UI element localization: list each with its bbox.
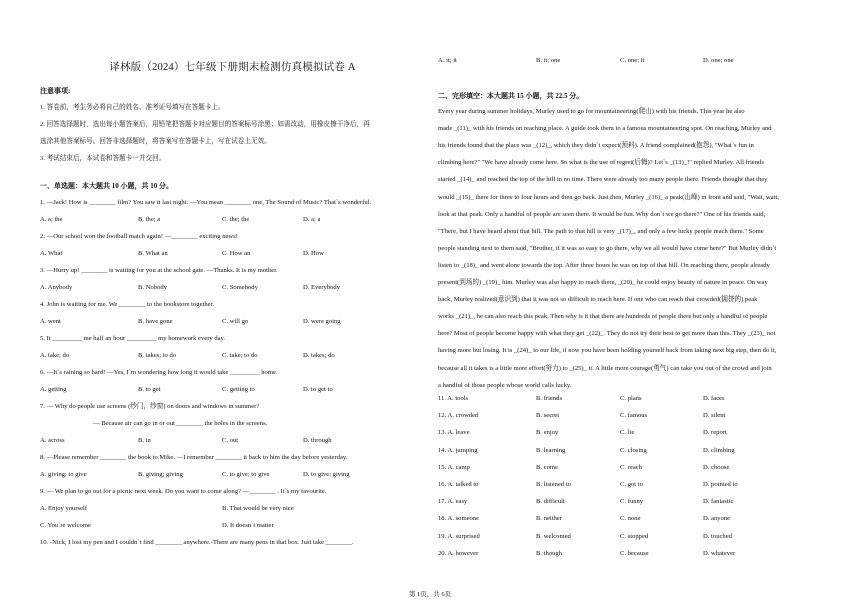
option: 13. A. leave bbox=[438, 429, 470, 437]
option: C. one; it bbox=[620, 57, 645, 64]
option: D. through bbox=[303, 437, 332, 444]
option: 18. A. someone bbox=[438, 515, 480, 523]
question-stem: 8. —Please remember ________ the book to Mike. —I remember ________ it back to him the day before yesterday. bbox=[40, 454, 348, 461]
option: C. out bbox=[222, 437, 239, 444]
passage-line: "There, but I have heard about that hill. The path to that hill is very _(17)_, and only a few lucky people reach there." Some bbox=[438, 227, 764, 235]
option: 11. A. tools bbox=[438, 395, 469, 402]
option: B. listened to bbox=[536, 481, 571, 488]
option: D. fantastic bbox=[703, 498, 734, 506]
option: B. That would be very nice bbox=[222, 505, 294, 512]
passage-line: people standing next to them said, "Brother, if it was so easy to go there, why we all would have come here?" But Murley didn`t bbox=[438, 244, 777, 252]
notice-item: 1. 答卷前，考生务必将自己的姓名、准考证号填写在答题卡上。 bbox=[40, 104, 225, 111]
notice-heading: 注意事项: bbox=[40, 87, 71, 95]
question-stem: 5. It _________ me half an hour _________ my homework every day. bbox=[40, 335, 226, 342]
option: B. to get bbox=[138, 386, 161, 393]
passage-line: back, Murley realized(意识到) that it was not so difficult to reach here. If one who can reach that crowded(拥挤的) peak bbox=[438, 296, 758, 304]
option: D. Everybody bbox=[303, 284, 340, 291]
option: 14. A. jumping bbox=[438, 446, 478, 454]
section2-heading: 二、完形填空：本大题共 15 小题，共 22.5 分。 bbox=[438, 92, 584, 100]
option: C. How an bbox=[222, 250, 251, 257]
option: B. enjoy bbox=[536, 429, 559, 437]
option: D. report bbox=[703, 429, 727, 437]
option: B. come bbox=[536, 463, 558, 471]
page-footer: 第 1页，共 6页 bbox=[408, 591, 452, 598]
option: C. to give; to give bbox=[222, 471, 270, 478]
passage-line: would _(15)_ there for three to four hours and then go back. Just then, Murley _(16)_ a peak(山峰) in front and said, "Wait, wait, bbox=[438, 193, 779, 201]
option: A. What bbox=[40, 250, 63, 257]
option: C. reach bbox=[620, 463, 642, 471]
option: B. though bbox=[536, 549, 563, 557]
option: B. have gone bbox=[138, 318, 173, 325]
passage-line: started _(14)_ and reached the top of the hill in no time. There were already too many people there. Friends thought that they bbox=[438, 176, 768, 184]
option: B. takes; to do bbox=[138, 352, 177, 359]
option: D. whatever bbox=[703, 549, 736, 557]
notice-item: 2. 回答选择题时，选出每小题答案后，用铅笔把答题卡对应题目的答案标号涂黑；如需改动，用橡皮擦干净后，再 bbox=[40, 121, 370, 128]
section1-heading: 一、单选题：本大题共 10 小题，共 10 分。 bbox=[40, 182, 173, 190]
option: D. climbing bbox=[703, 446, 735, 454]
option: B. difficult bbox=[536, 498, 565, 506]
option: B. learning bbox=[536, 446, 566, 454]
option: B. secret bbox=[536, 412, 560, 420]
option: D. It doesn`t matter bbox=[222, 522, 274, 529]
question-stem: 7. — Why do people use screens (纱门，纱窗) on doors and windows in summer? bbox=[40, 403, 260, 410]
option: D. anyone bbox=[703, 515, 731, 523]
option: C. famous bbox=[620, 412, 648, 420]
passage-line: listen to _(18)_ and went alone towards the top. After three hours he was on top of that hill. On reaching there, people already bbox=[438, 261, 770, 269]
option: B. in bbox=[138, 437, 151, 444]
option: B. the; a bbox=[138, 216, 161, 223]
passage-line: his friends found that the place was _(12)_, which they didn`t expect(预料). A friend complained(抱怨), "What`s fun in bbox=[438, 142, 754, 150]
option: B. Nobody bbox=[138, 284, 167, 291]
option: A. Enjoy yourself bbox=[40, 505, 88, 512]
option: B. it; one bbox=[536, 57, 561, 64]
option: C. lie bbox=[620, 429, 635, 437]
option: D. choose bbox=[703, 463, 730, 471]
question-stem: 9. — We plan to go out for a picnic next week. Do you want to come along? —________ . It`s my favourite. bbox=[40, 488, 327, 495]
passage-line: works _(21)_, he can also reach this peak. Then why is it that there are hundreds of people there but only a handful of people bbox=[438, 313, 768, 321]
passage-line: look at that peak. Only a handful of people are seen there. It would be fun. Why don`t we go there?" One of his friends said, bbox=[438, 210, 766, 218]
passage-line: having more but losing. It is _(24)_ to our life, if now you have been holding yourself back from taking next big step, then do it, bbox=[438, 347, 777, 355]
option: C. getting to bbox=[222, 386, 255, 393]
option: D. pointed to bbox=[703, 481, 738, 488]
option: D. one; one bbox=[703, 57, 734, 64]
notice-item: 选涂其他答案标号。回答非选择题时，将答案写在答题卡上，写在试卷上无效。 bbox=[40, 138, 271, 145]
option: D. a; a bbox=[303, 216, 321, 223]
notice-item: 3. 考试结束后，本试卷和答题卡一并交回。 bbox=[40, 155, 166, 162]
option: A. across bbox=[40, 437, 65, 444]
option: C. none bbox=[620, 515, 641, 523]
option: 17. A. easy bbox=[438, 498, 468, 506]
question-stem: 1. —Jack! How is ________ film? You saw it last night. —You mean ________ one, The Sound of Music? That`s wonderful. bbox=[40, 199, 372, 206]
option: C. the; the bbox=[222, 216, 250, 223]
option: 12. A. crowded bbox=[438, 412, 479, 420]
option: D. How bbox=[303, 250, 324, 257]
passage-line: present(到场的) _(19)_ him. Murley was also happy to reach there, _(20)_ he could enjoy beauty of nature in peace. On way bbox=[438, 279, 768, 286]
question-stem: 4. John is waiting for me. We ________ to the bookstore together. bbox=[40, 301, 215, 308]
option: A. it; it bbox=[438, 57, 457, 64]
option: B. What an bbox=[138, 250, 168, 257]
option: 20. A. however bbox=[438, 549, 479, 557]
option: B. welcomed bbox=[536, 532, 571, 540]
option: A. take; do bbox=[40, 352, 70, 359]
option: A. giving; to give bbox=[40, 471, 87, 478]
question-stem: 6. —It`s raining so hard! —Yes, I`m wondering how long it would take _________ home. bbox=[40, 369, 278, 376]
option: A. went bbox=[40, 318, 61, 325]
option: D. touched bbox=[703, 532, 732, 540]
option: B. friends bbox=[536, 395, 563, 402]
question-stem: 2. —Our school won the football match again! —________ exciting news! bbox=[40, 233, 238, 240]
passage-line: here? Most of people become happy with what they get _(22)_. They do not try their best to get more than this. They _(23)_ not bbox=[438, 330, 776, 338]
option: D. silent bbox=[703, 412, 726, 420]
passage-line: Every year during summer holidays, Murley used to go for mountaineering(爬山) with his friends. This year he also bbox=[438, 108, 745, 115]
option: D. to give; giving bbox=[303, 471, 350, 478]
option: A. a; the bbox=[40, 216, 63, 223]
option: A. getting bbox=[40, 386, 67, 393]
passage-line: because all it takes is a little more effort(努力) to _(25)_ it. A little more courage(勇气) can take you out of the crowd and join bbox=[438, 364, 772, 372]
option: D. faces bbox=[703, 395, 725, 402]
passage-line: made _(11)_ with his friends on reaching place. A guide took them to a famous mountaineering spot. On reaching, Murley and bbox=[438, 125, 772, 133]
question-stem: 10. -Nick, I lost my pen and I couldn`t find ________ anywhere.-There are many pens in that box. Just take ________. bbox=[40, 539, 354, 546]
option: A. Anybody bbox=[40, 284, 73, 291]
question-stem: 3. —Hurry up! ________ is waiting for you at the school gate. —Thanks. It is my mother. bbox=[40, 267, 278, 274]
option: D. takes; do bbox=[303, 352, 335, 359]
option: B. neither bbox=[536, 515, 563, 523]
question-stem-continued: — Because air can go in or out ________ the holes in the screens. bbox=[93, 420, 268, 427]
option: C. because bbox=[620, 549, 649, 557]
page-title: 译林版（2024）七年级下册期末检测仿真模拟试卷 A bbox=[109, 62, 356, 73]
option: 15. A. camp bbox=[438, 463, 470, 471]
option: C. will go bbox=[222, 318, 249, 325]
option: 16. A. talked to bbox=[438, 481, 479, 488]
passage-line: a handful of those people whose world calls lucky. bbox=[438, 381, 572, 389]
passage-line: climbing here?" "We have already come here. So what is the use of regret(后悔)? Let`s _(13)_!" replied Murley. All friends bbox=[438, 159, 764, 167]
option: C. plans bbox=[620, 395, 642, 402]
option: 19. A. surprised bbox=[438, 532, 480, 540]
option: C. You`re welcome bbox=[40, 522, 91, 529]
option: B. giving; giving bbox=[138, 471, 183, 478]
option: C. funny bbox=[620, 498, 644, 506]
option: D. were going bbox=[303, 318, 341, 325]
option: C. take; to do bbox=[222, 352, 258, 359]
option: C. got to bbox=[620, 481, 643, 488]
option: C. stopped bbox=[620, 532, 649, 540]
option: C. closing bbox=[620, 446, 647, 454]
option: D. to get to bbox=[303, 386, 333, 393]
option: C. Somebody bbox=[222, 284, 258, 291]
